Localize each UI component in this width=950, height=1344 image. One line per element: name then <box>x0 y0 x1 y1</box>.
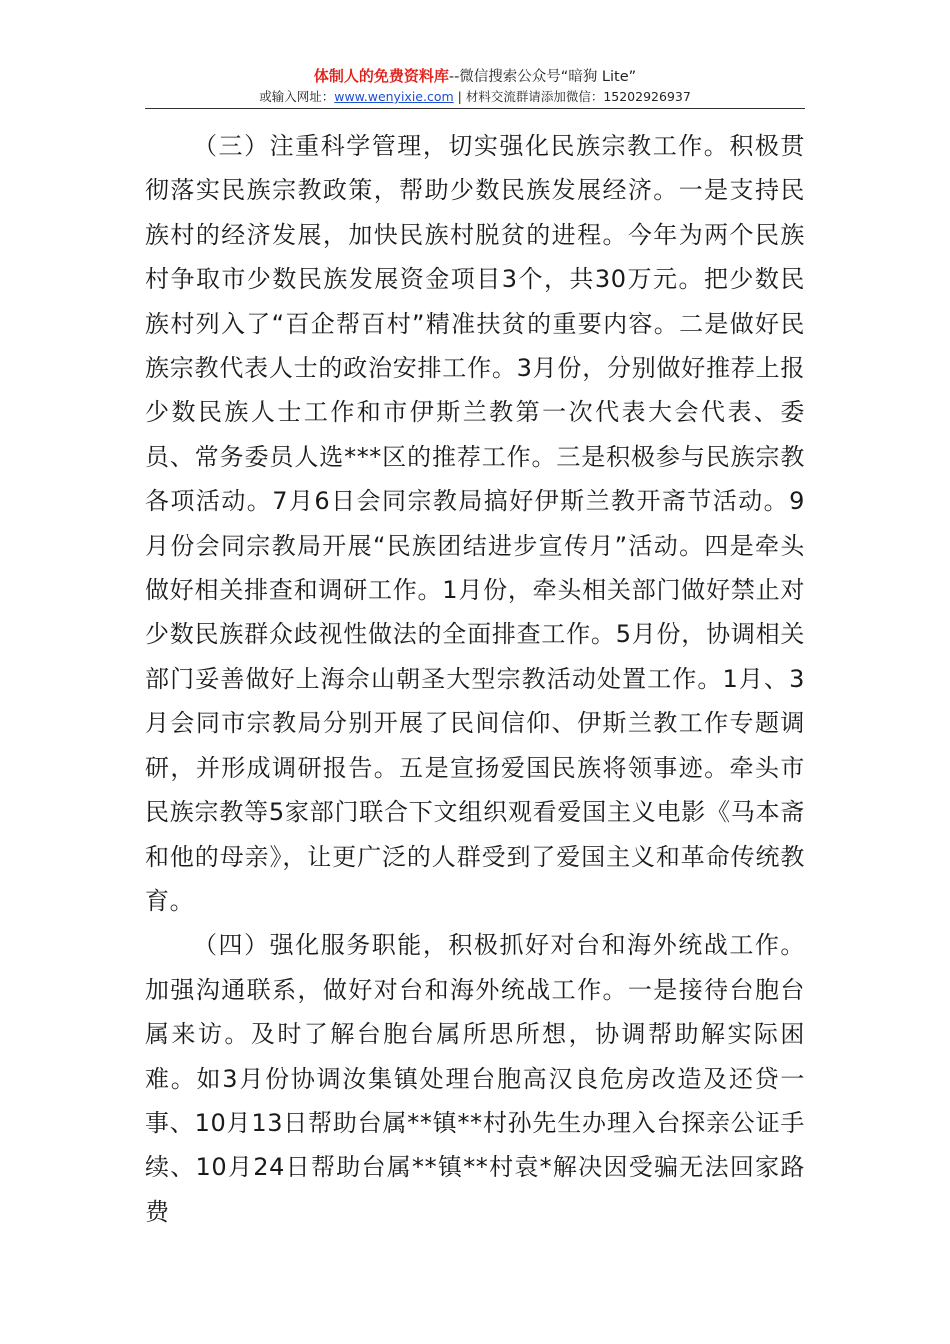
website-link[interactable]: www.wenyixie.com <box>334 89 454 104</box>
url-prefix: 或输入网址： <box>259 89 335 104</box>
header-title-line <box>0 66 950 87</box>
header-divider <box>145 108 805 109</box>
page-header <box>0 66 950 106</box>
document-body <box>145 124 805 1234</box>
header-url-line <box>0 88 950 106</box>
library-title: 体制人的免费资料库 <box>313 67 449 85</box>
contact-text: | 材料交流群请添加微信：15202926937 <box>453 89 691 104</box>
paragraph-ethnic-religious: （三）注重科学管理，切实强化民族宗教工作。积极贯彻落实民族宗教政策，帮助少数民族发展经济。一是支持民族村的经济发展，加快民族村脱贫的进程。今年为两个民族村争取市少数民族发展资金项目3个，共30万元。把少数民族村列入了“百企帮百村”精准扶贫的重要内容。二是做好民族宗教代表人士的政治安排工作。3月份，分别做好推荐上报少数民族人士工作和市伊斯兰教第一次代表大会代表、委员、常务委员人选***区的推荐工作。三是积极参与民族宗教各项活动。7月6日会同宗教局搞好伊斯兰教开斋节活动。9月份会同宗教局开展“民族团结进步宣传月”活动。四是牵头做好相关排查和调研工作。1月份，牵头相关部门做好禁止对少数民族群众歧视性做法的全面排查工作。5月份，协调相关部门妥善做好上海佘山朝圣大型宗教活动处置工作。1月、3月会同市宗教局分别开展了民间信仰、伊斯兰教工作专题调研，并形成调研报告。五是宣扬爱国民族将领事迹。牵头市民族宗教等5家部门联合下文组织观看爱国主义电影《马本斋和他的母亲》，让更广泛的人群受到了爱国主义和革命传统教育。 <box>145 132 805 915</box>
paragraph-taiwan-overseas: （四）强化服务职能，积极抓好对台和海外统战工作。加强沟通联系，做好对台和海外统战工作。一是接待台胞台属来访。及时了解台胞台属所思所想，协调帮助解实际困难。如3月份协调汝集镇处理台胞高汉良危房改造及还贷一事、10月13日帮助台属**镇**村孙先生办理入台探亲公证手续、10月24日帮助台属**镇**村袁*解决因受骗无法回家路费 <box>145 931 805 1226</box>
search-hint: --微信搜索公众号“暗狗 Lite” <box>448 69 637 85</box>
